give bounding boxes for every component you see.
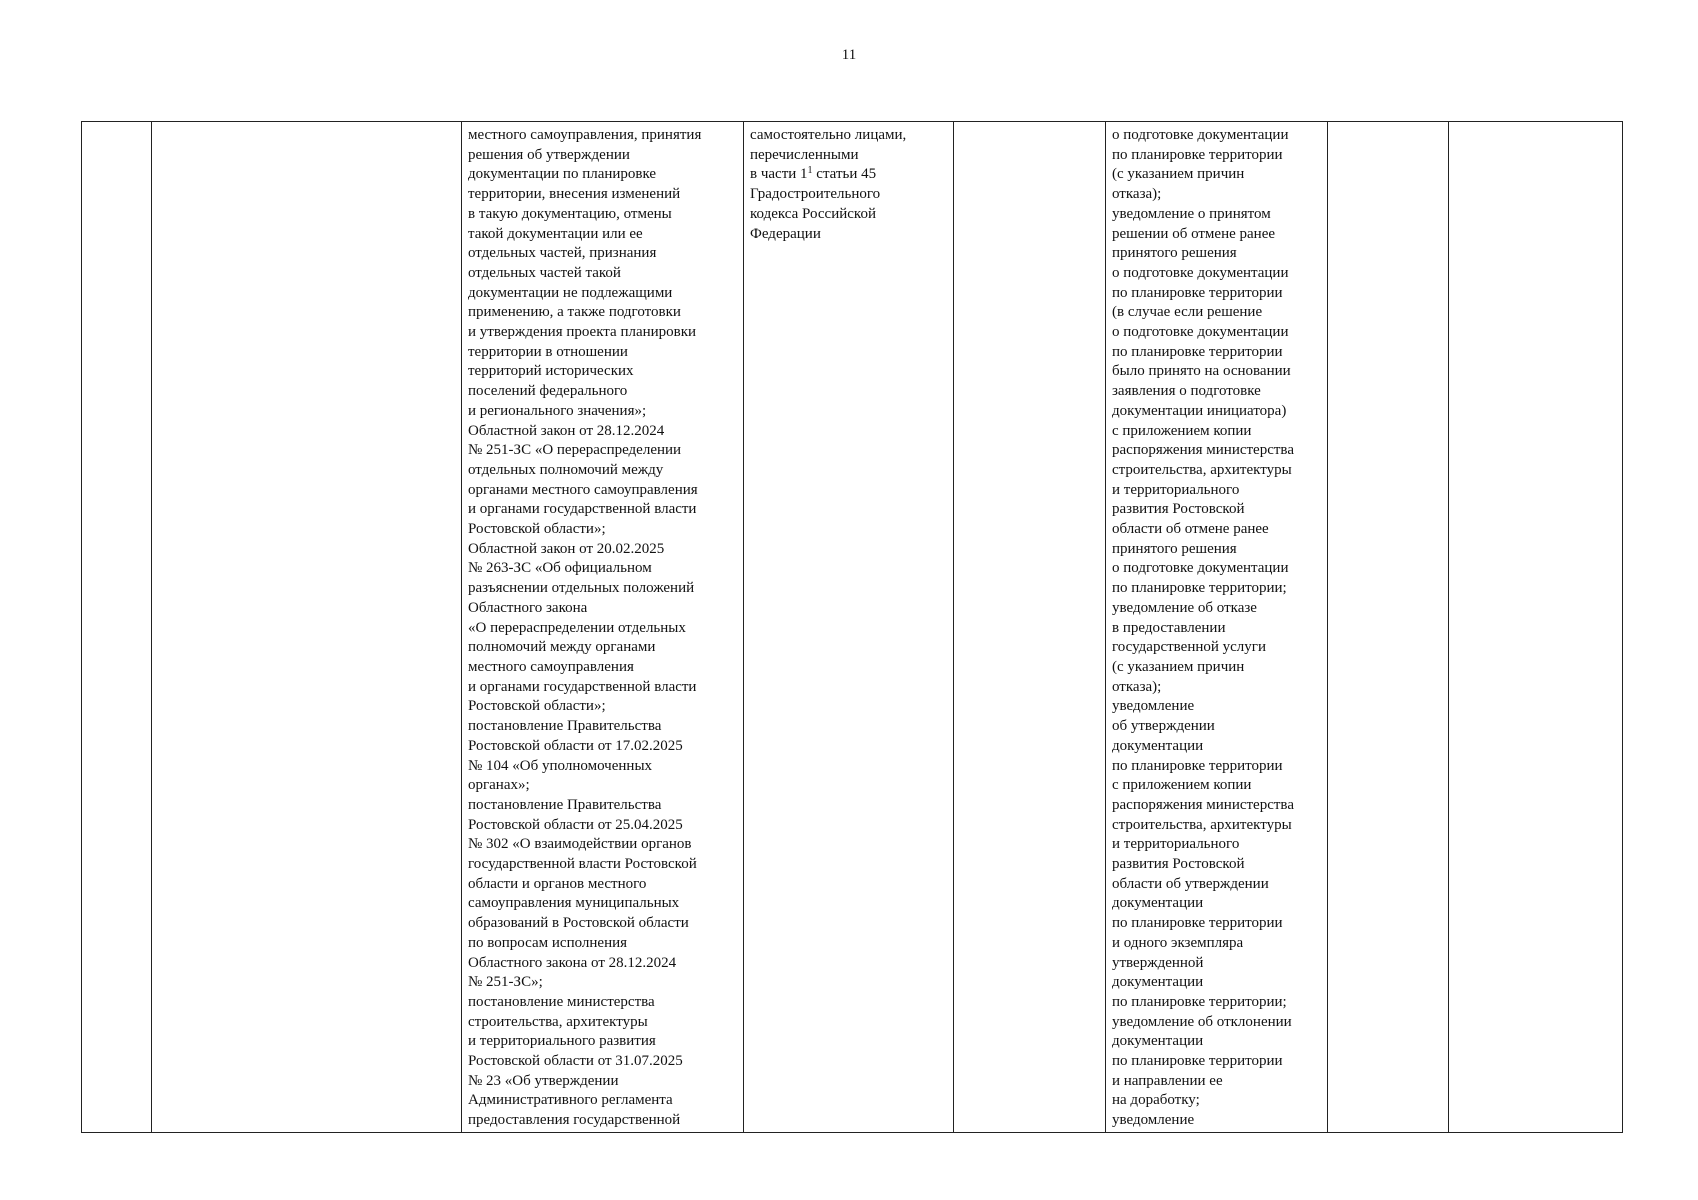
superscript: 1 [807, 165, 813, 177]
cell-results: о подготовке документации по планировке территории (с указанием причин отказа); уведомление о принятом решении об отмене ранее принятого решения о подготовке документации по планировке территории (в случае если решение о подготовке документации по планировке территории было принято на основании заявления о подготовке документации инициатора) с приложением копии распоряжения министерства строительства, архитектуры и территориального развития Ростовской области об отмене ранее принятого решения о подготовке документации по планировке территории; уведомление об отказе в предоставлении государственной услуги (с указанием причин отказа); уведомление об утверждении документации по планировке территории с приложением копии распоряжения министерства строительства, архитектуры и территориального развития Ростовской области об утверждении документации по планировке территории и одного экземпляра утвержденной документации по планировке территории; уведомление об отклонении документации по планировке территории и направлении ее на доработку; уведомление [1106, 122, 1328, 1133]
cell-col8 [1449, 122, 1623, 1133]
cell-col7 [1328, 122, 1449, 1133]
page-number: 11 [841, 47, 857, 63]
cell-col5 [954, 122, 1106, 1133]
cell-legal-basis: местного самоуправления, принятия решения об утверждении документации по планировке территории, внесения изменений в такую документацию, отмены такой документации или ее отдельных частей, признания отдельных частей такой документации не подлежащими применению, а также подготовки и утверждения проекта планировки территории в отношении территорий исторических поселений федерального и регионального значения»; Областной закон от 28.12.2024 № 251-ЗС «О перераспределении отдельных полномочий между органами местного самоуправления и органами государственной власти Ростовской области»; Областной закон от 20.02.2025 № 263-ЗС «Об официальном разъяснении отдельных положений Областного закона «О перераспределении отдельных полномочий между органами местного самоуправления и органами государственной власти Ростовской области»; постановление Правительства Ростовской области от 17.02.2025 № 104 «Об уполномоченных органах»; постановление Правительства Ростовской области от 25.04.2025 № 302 «О взаимодействии органов государственной власти Ростовской области и органов местного самоуправления муниципальных образований в Ростовской области по вопросам исполнения Областного закона от 28.12.2024 № 251-ЗС»; постановление министерства строительства, архитектуры и территориального развития Ростовской области от 31.07.2025 № 23 «Об утверждении Административного регламента предоставления государственной [462, 122, 744, 1133]
applicants-text-part1: самостоятельно лицами, перечисленными в части 1 [750, 127, 907, 183]
cell-applicants [744, 122, 954, 1133]
cell-col2 [152, 122, 462, 1133]
cell-col1 [82, 122, 152, 1133]
table-row [82, 122, 1623, 1133]
applicants-text-part2: статьи 45 Градостроительного кодекса Российской Федерации [750, 166, 881, 242]
document-table [81, 121, 1623, 1133]
